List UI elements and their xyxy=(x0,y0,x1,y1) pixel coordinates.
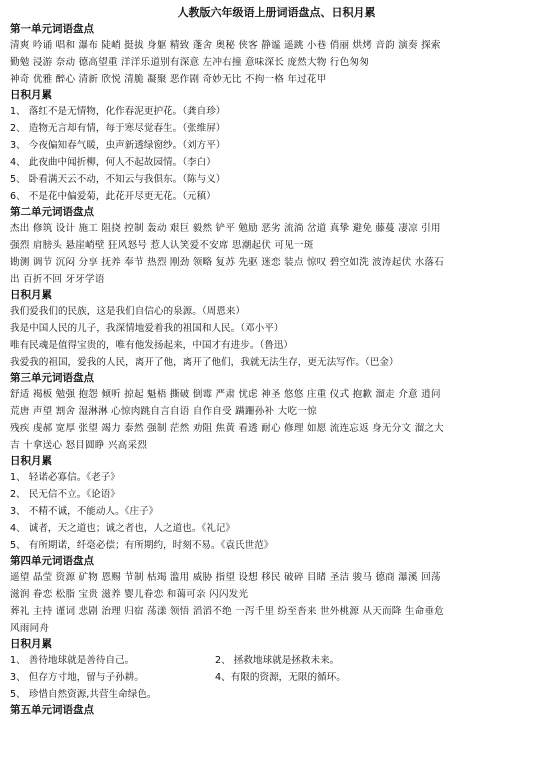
unit1-rjyl-item: 5、 卧看满天云不动，不知云与我俱东。（陈与义） xyxy=(10,174,226,185)
unit2-rjyl-item: 我是中国人民的儿子，我深情地爱着我的祖国和人民。（邓小平） xyxy=(10,323,284,334)
unit4-words-line: 遥望 晶莹 资源 矿物 恩赐 节制 枯竭 滥用 威胁 指望 设想 移民 破碎 目睹 圣洁 骏马 德商 瀑溪 回荡 xyxy=(10,572,441,583)
unit2-words-line: 勘测 调节 沉闷 分享 抚养 奉节 热烈 刚劲 领略 复苏 先驱 迷恋 装点 惊叹 碧空如洗 波涛起伏 水落石 xyxy=(10,257,444,268)
unit2-rjyl-item: 我们爱我们的民族，这是我们自信心的泉源。（周恩来） xyxy=(10,306,246,317)
unit3-words-line: 吉 十拿送心 怒目圆睁 兴高采烈 xyxy=(10,440,148,451)
unit1-heading: 第一单元词语盘点 xyxy=(10,23,94,35)
unit4-words-line: 滋润 眷恋 松脂 宝贵 滋养 婴儿眷恋 和蔼可亲 闪闪发光 xyxy=(10,589,249,600)
unit4-rjyl-item: 3、 但存方寸地，留与子孙耕。 xyxy=(10,672,144,683)
page-title: 人教版六年级语上册词语盘点、日积月累 xyxy=(177,6,376,19)
unit3-rjyl-item: 5、 有所期诺，纤毫必偿；有所期约，时刻不易。《袁氏世范》 xyxy=(10,540,274,551)
unit3-words-line: 舒适 褐板 勉强 抱怨 倾听 掠起 魁梧 撕破 倒霉 严肃 忧虑 神圣 悠悠 庄重 仪式 抱歉 溜走 介意 逍问 xyxy=(10,389,441,400)
unit3-rjyl-item: 3、 不精不诚，不能动人。《庄子》 xyxy=(10,506,159,517)
unit1-words-line: 勤勉 浸游 奈动 德高望重 洋洋乐道别有深意 左冲右撞 意味深长 庞然大物 行色匆匆 xyxy=(10,57,369,68)
unit3-words-line: 荒唐 声望 割舍 湿淋淋 心惊肉跳自言自语 自作自受 蹒跚孙补 大吃一惊 xyxy=(10,406,317,417)
unit4-rjyl-pair xyxy=(10,669,543,686)
unit2-rjyl-item: 我爱我的祖国，爱我的人民，离开了他，离开了他们，我就无法生存，更无法写作。（巴金） xyxy=(10,357,399,368)
unit2-rjyl-heading: 日积月累 xyxy=(10,289,52,301)
unit4-words-line: 风雨同舟 xyxy=(10,623,50,634)
unit1-words-line: 神奇 优雅 醉心 清新 欣悦 清脆 凝聚 恶作剧 奇妙无比 不拘一格 年过花甲 xyxy=(10,74,327,85)
unit1-rjyl-item: 2、 造物无言却有情，每于寒尽觉春生。（张维屏） xyxy=(10,123,226,134)
unit1-rjyl-item: 4、 此夜曲中闻折柳，何人不起故园情。（李白） xyxy=(10,157,216,168)
unit3-rjyl-heading: 日积月累 xyxy=(10,455,52,467)
unit2-heading: 第二单元词语盘点 xyxy=(10,206,94,218)
unit4-rjyl-pair xyxy=(10,652,543,669)
unit2-words-line: 强烈 肩膀头 悬崖峭壁 狂风怒号 惹人认笑爱不安席 思潮起伏 可见一斑 xyxy=(10,240,314,251)
unit5-heading: 第五单元词语盘点 xyxy=(10,704,94,716)
unit4-rjyl-item: 4、有限的资源，无限的循环。 xyxy=(215,672,346,683)
unit1-words-line: 清爽 吟诵 唱和 瀑布 陡峭 挺拔 身躯 精致 蓬舍 奥秘 侠客 静谧 遥跳 小巷 俏丽 烘烤 音韵 演奏 探索 xyxy=(10,40,441,51)
unit3-rjyl-item: 1、 轻诺必寡信。《老子》 xyxy=(10,472,120,483)
unit1-rjyl-item: 3、 今夜偏知春气暖，虫声新透绿窗纱。（刘方平） xyxy=(10,140,226,151)
unit4-rjyl-item: 5、 珍惜自然资源,共营生命绿色。 xyxy=(10,689,157,700)
unit3-rjyl-item: 2、 民无信不立。《论语》 xyxy=(10,489,120,500)
unit2-words-line: 出 百折不回 牙牙学语 xyxy=(10,274,105,285)
unit4-rjyl-item: 2、 拯救地球就是拯救未来。 xyxy=(215,655,340,666)
unit4-heading: 第四单元词语盘点 xyxy=(10,555,94,567)
unit1-rjyl-item: 1、 落红不是无情物，化作春泥更护花。（龚自珍） xyxy=(10,106,226,117)
unit1-rjyl-heading: 日积月累 xyxy=(10,89,52,101)
unit2-rjyl-item: 唯有民魂是值得宝贵的，唯有他发扬起来，中国才有进步。（鲁迅） xyxy=(10,340,294,351)
unit4-rjyl-item: 1、 善待地球就是善待自己。 xyxy=(10,655,135,666)
unit4-rjyl-heading: 日积月累 xyxy=(10,638,52,650)
unit3-heading: 第三单元词语盘点 xyxy=(10,372,94,384)
unit2-words-line: 杰出 修筑 设计 施工 阻挠 控制 轰动 艰巨 毅然 铲平 勉励 恶劣 流淌 岔道 真挚 避免 藤蔓 凄凉 引用 xyxy=(10,223,441,234)
unit1-rjyl-item: 6、 不是花中偏爱菊，此花开尽更无花。（元稹） xyxy=(10,191,216,202)
unit4-words-line: 葬礼 主持 谨词 悲剧 治理 归宿 荡漾 领悟 滔滔不绝 一泻千里 纷至沓来 世外桃源 从天而降 生命垂危 xyxy=(10,606,444,617)
unit3-words-line: 残疾 虔郝 宽厚 张望 竭力 泰然 强制 茫然 劝阻 焦黄 看透 耐心 修理 如愿 流连忘返 身无分文 溜之大 xyxy=(10,423,444,434)
unit3-rjyl-item: 4、 诚者，天之道也；诚之者也，人之道也。《礼记》 xyxy=(10,523,236,534)
